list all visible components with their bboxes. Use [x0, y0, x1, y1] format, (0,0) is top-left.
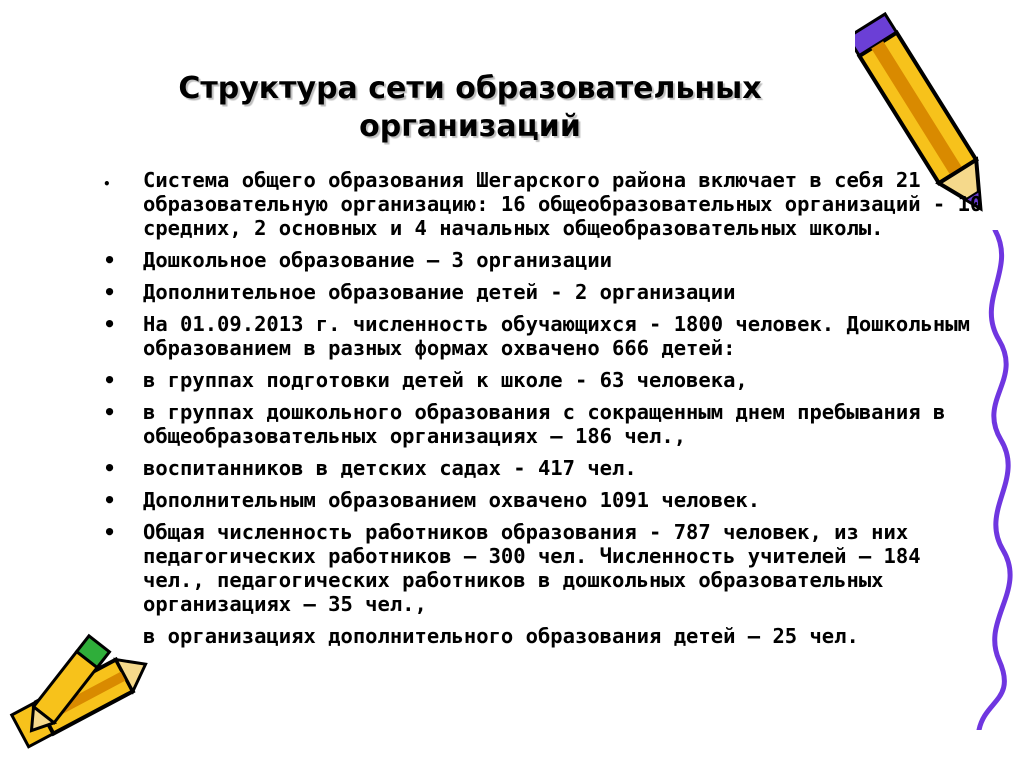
bullet-icon: •	[103, 280, 117, 304]
bullet-icon: •	[103, 456, 117, 480]
bullet-icon: •	[103, 312, 117, 336]
list-item	[103, 280, 983, 304]
bullet-icon: •	[103, 520, 117, 544]
bullet-icon: •	[103, 248, 117, 272]
list-item	[103, 400, 983, 448]
list-item	[103, 456, 983, 480]
list-item-text: воспитанников в детских садах - 417 чел.	[143, 456, 637, 480]
list-item	[103, 520, 983, 616]
bullet-list	[103, 168, 983, 656]
list-item	[103, 624, 983, 648]
list-item	[103, 368, 983, 392]
list-item-text: в организациях дополнительного образования детей – 25 чел.	[143, 624, 859, 648]
list-item-text: Система общего образования Шегарского района включает в себя 21 образовательную организацию: 16 общеобразовательных организаций - 10 средних, 2 основных и 4 начальных общеобразовательных школы.	[143, 168, 983, 240]
title-line-2: организаций	[359, 109, 581, 144]
bullet-icon: •	[103, 400, 117, 424]
title-line-1: Структура сети образовательных	[178, 71, 762, 106]
list-item-text: в группах дошкольного образования с сокращенным днем пребывания в общеобразовательных организациях – 186 чел.,	[143, 400, 946, 448]
list-item-text: На 01.09.2013 г. численность обучающихся - 1800 человек. Дошкольным образованием в разных формах охвачено 666 детей:	[143, 312, 970, 360]
bullet-icon: •	[103, 488, 117, 512]
bullet-icon: •	[103, 368, 117, 392]
list-item	[103, 168, 983, 240]
list-item	[103, 488, 983, 512]
list-item-text: Дошкольное образование – 3 организации	[143, 248, 612, 272]
list-item	[103, 312, 983, 360]
list-item-text: Общая численность работников образования - 787 человек, из них педагогических работников – 300 чел. Численность учителей – 184 чел., педагогических работников в дошкольных образовательных организациях – 35 чел.,	[143, 520, 921, 616]
list-item-text: Дополнительным образованием охвачено 1091 человек.	[143, 488, 761, 512]
list-item	[103, 248, 983, 272]
page-title	[150, 70, 790, 146]
bullet-icon: •	[103, 177, 111, 191]
list-item-text: в группах подготовки детей к школе - 63 человека,	[143, 368, 748, 392]
list-item-text: Дополнительное образование детей - 2 организации	[143, 280, 736, 304]
